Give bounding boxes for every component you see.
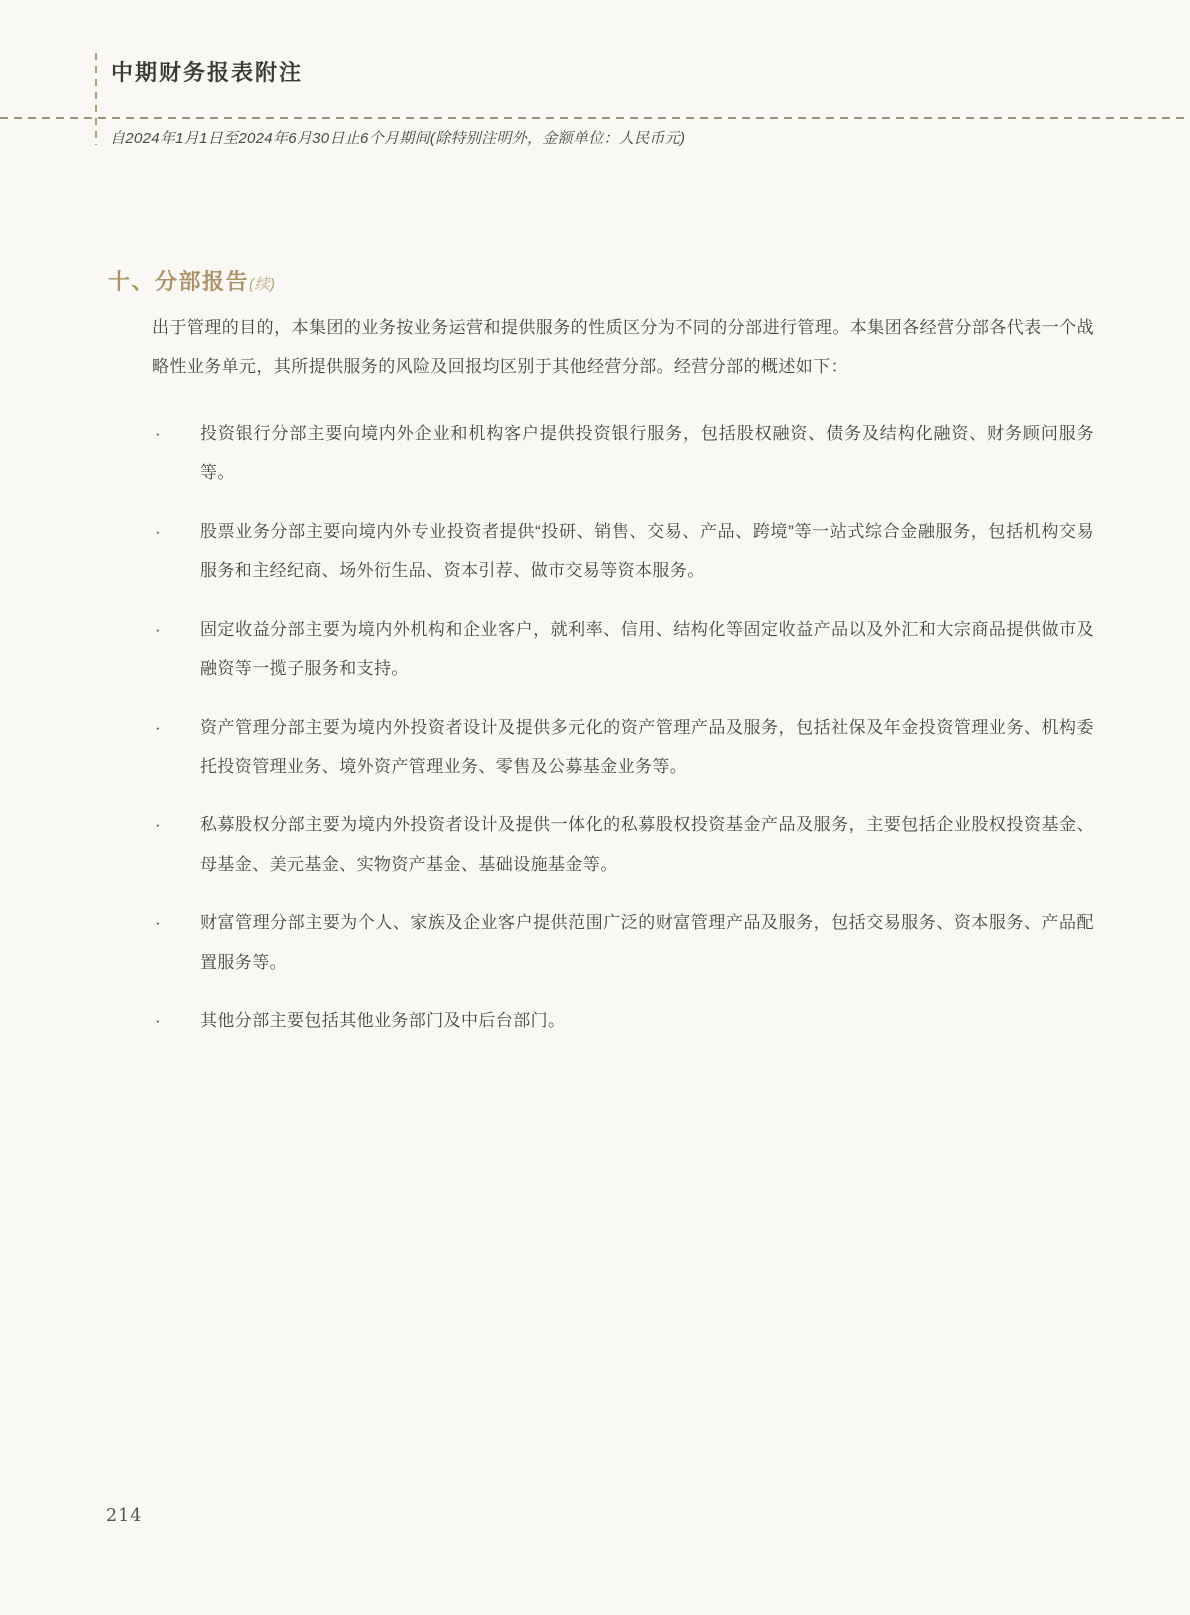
list-item bbox=[152, 610, 1094, 689]
bullet-marker: · bbox=[155, 815, 162, 835]
page-number: 214 bbox=[106, 1506, 143, 1526]
segment-investment-banking-text: 投资银行分部主要向境内外企业和机构客户提供投资银行服务，包括股权融资、债务及结构化融资、财务顾问服务等。 bbox=[200, 423, 1094, 483]
segment-equities-text: 股票业务分部主要向境内外专业投资者提供“投研、销售、交易、产品、跨境”等一站式综合金融服务，包括机构交易服务和主经纪商、场外衍生品、资本引荐、做市交易等资本服务。 bbox=[200, 521, 1094, 581]
list-item bbox=[152, 708, 1094, 787]
page-header-subtitle: 自2024年1月1日至2024年6月30日止6个月期间(除特别注明外，金额单位：人民币元) bbox=[110, 130, 686, 147]
segment-fixed-income-text: 固定收益分部主要为境内外机构和企业客户，就利率、信用、结构化等固定收益产品以及外汇和大宗商品提供做市及融资等一揽子服务和支持。 bbox=[200, 619, 1094, 679]
bullet-marker: · bbox=[155, 521, 162, 541]
segment-asset-management-text: 资产管理分部主要为境内外投资者设计及提供多元化的资产管理产品及服务，包括社保及年金投资管理业务、机构委托投资管理业务、境外资产管理业务、零售及公募基金业务等。 bbox=[200, 717, 1094, 776]
list-item bbox=[152, 805, 1094, 884]
list-item bbox=[152, 512, 1094, 591]
list-item bbox=[152, 414, 1094, 493]
section-intro-paragraph: 出于管理的目的，本集团的业务按业务运营和提供服务的性质区分为不同的分部进行管理。本集团各经营分部各代表一个战略性业务单元，其所提供服务的风险及回报均区别于其他经营分部。经营分部的概述如下： bbox=[152, 318, 1094, 377]
segment-others-text: 其他分部主要包括其他业务部门及中后台部门。 bbox=[200, 1011, 566, 1031]
list-item bbox=[152, 903, 1094, 982]
segment-list bbox=[152, 414, 1094, 1041]
bullet-marker: · bbox=[155, 619, 162, 639]
section-body bbox=[152, 308, 1094, 1060]
section-title-text: 十、分部报告 bbox=[108, 269, 250, 294]
bullet-marker: · bbox=[155, 1011, 162, 1031]
segment-private-equity-text: 私募股权分部主要为境内外投资者设计及提供一体化的私募股权投资基金产品及服务，主要包括企业股权投资基金、母基金、美元基金、实物资产基金、基础设施基金等。 bbox=[200, 815, 1094, 874]
bullet-marker: · bbox=[155, 423, 162, 443]
horizontal-dashed-rule bbox=[0, 117, 1190, 119]
vertical-dashed-rule bbox=[95, 53, 97, 145]
page-header-title: 中期财务报表附注 bbox=[111, 60, 304, 85]
section-title-continued-suffix: (续) bbox=[249, 276, 276, 293]
bullet-marker: · bbox=[155, 717, 162, 737]
section-title bbox=[108, 265, 276, 296]
list-item bbox=[152, 1001, 1094, 1040]
segment-wealth-management-text: 财富管理分部主要为个人、家族及企业客户提供范围广泛的财富管理产品及服务，包括交易服务、资本服务、产品配置服务等。 bbox=[200, 913, 1094, 972]
bullet-marker: · bbox=[155, 913, 162, 933]
